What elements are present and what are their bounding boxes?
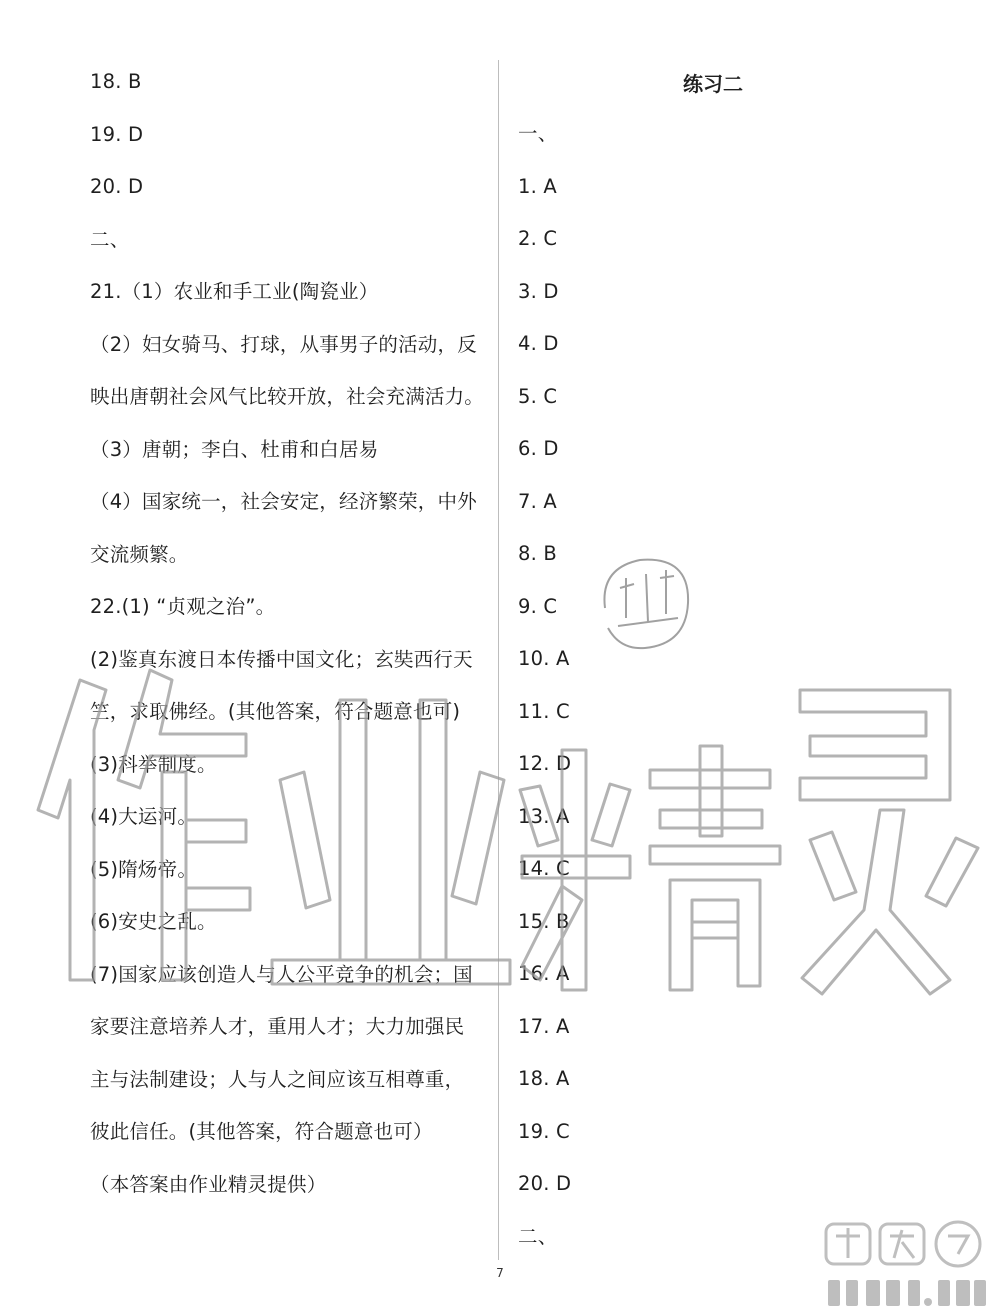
answer-line: 8. B (518, 542, 557, 565)
answer-line: （3）唐朝；李白、杜甫和白居易 (90, 437, 379, 461)
answer-line: 2. C (518, 227, 558, 250)
answer-line: （4）国家统一，社会安定，经济繁荣，中外 (90, 490, 477, 513)
answer-line: 13. A (518, 804, 570, 828)
answer-line: 1. A (518, 174, 557, 198)
answer-line: （2）妇女骑马、打球，从事男子的活动，反 (90, 332, 477, 356)
answer-line: 10. A (518, 647, 570, 670)
answer-line: (7)国家应该创造人与人公平竞争的机会；国 (90, 962, 473, 986)
answer-line: 21.（1）农业和手工业(陶瓷业） (90, 280, 379, 303)
section-heading: 二、 (90, 227, 130, 251)
answer-line: 3. D (518, 279, 559, 303)
left-column (90, 56, 490, 1211)
answer-line: 22.(1) “贞观之治”。 (90, 595, 276, 618)
page-number: 7 (496, 1266, 504, 1280)
answer-line: 18. B (90, 70, 142, 93)
answer-line: 15. B (518, 909, 570, 933)
site-logo (820, 1218, 990, 1314)
answer-line: 12. D (518, 752, 572, 775)
section-heading: 二、 (518, 1224, 558, 1248)
answer-line: (5)隋炀帝。 (90, 857, 198, 881)
answer-line: 11. C (518, 699, 570, 723)
answer-line: 5. C (518, 384, 558, 408)
answer-line: 16. A (518, 962, 570, 985)
answer-line: 6. D (518, 437, 559, 460)
answer-line: 彼此信任。(其他答案，符合题意也可） (90, 1120, 433, 1143)
answer-line: 家要注意培养人才，重用人才；大力加强民 (90, 1015, 465, 1038)
answer-line: 19. C (518, 1119, 570, 1143)
answer-line: 映出唐朝社会风气比较开放，社会充满活力。 (90, 385, 485, 408)
answer-line: 9. C (518, 594, 558, 618)
answer-line: 20. D (90, 175, 144, 198)
stamp-logo (590, 548, 700, 658)
section-heading: 一、 (518, 122, 558, 145)
column-divider (498, 60, 499, 1260)
answer-line: 7. A (518, 489, 557, 513)
answer-line: 20. D (518, 1172, 572, 1195)
answer-line: (3)科举制度。 (90, 752, 217, 776)
answer-line: 17. A (518, 1014, 570, 1038)
answer-line: 18. A (518, 1067, 570, 1090)
answer-line: (4)大运河。 (90, 805, 198, 828)
answer-line: 19. D (90, 122, 144, 146)
section-title: 练习二 (683, 72, 743, 96)
right-column (518, 108, 968, 1263)
answer-line: (2)鉴真东渡日本传播中国文化；玄奘西行天 (90, 647, 473, 671)
answer-line: 竺，求取佛经。(其他答案，符合题意也可) (90, 700, 461, 723)
answer-line: 主与法制建设；人与人之间应该互相尊重， (90, 1067, 465, 1091)
answer-line: (6)安史之乱。 (90, 910, 217, 933)
answer-line: 14. C (518, 857, 570, 880)
answer-line: 4. D (518, 332, 559, 355)
answer-line: 交流频繁。 (90, 542, 189, 566)
source-note: （本答案由作业精灵提供） (90, 1172, 327, 1196)
